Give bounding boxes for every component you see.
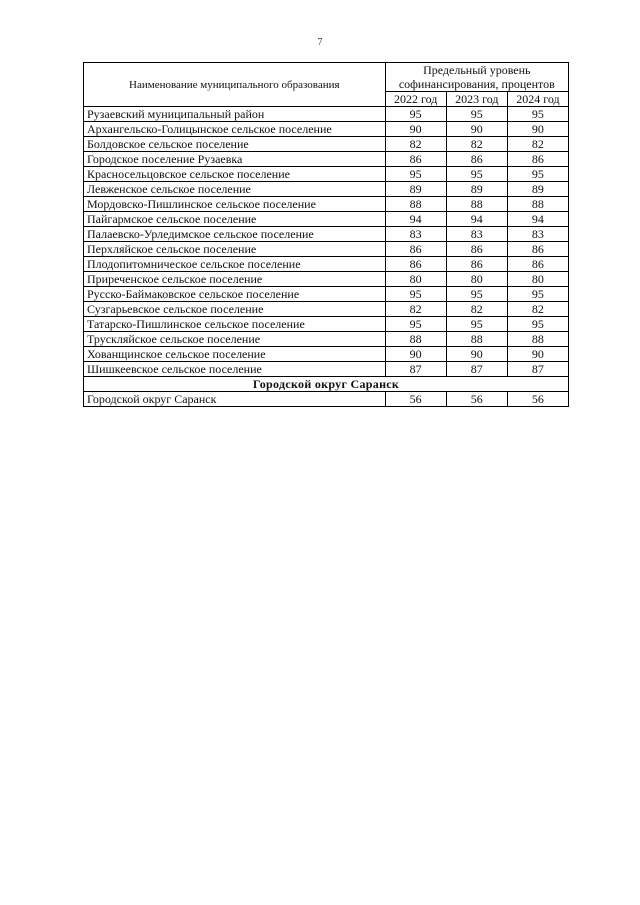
table-row bbox=[84, 302, 569, 317]
table-row bbox=[84, 317, 569, 332]
value-2024-cell: 88 bbox=[507, 197, 568, 212]
table-row bbox=[84, 152, 569, 167]
value-2023-cell: 95 bbox=[446, 107, 507, 122]
value-2023-cell: 95 bbox=[446, 317, 507, 332]
value-2023-cell: 86 bbox=[446, 152, 507, 167]
value-2022-cell: 82 bbox=[385, 137, 446, 152]
value-2024-cell: 90 bbox=[507, 347, 568, 362]
value-2022-cell: 82 bbox=[385, 302, 446, 317]
municipality-name-cell: Левженское сельское поселение bbox=[84, 182, 386, 197]
value-2023-cell: 82 bbox=[446, 302, 507, 317]
municipality-name-cell: Плодопитомническое сельское поселение bbox=[84, 257, 386, 272]
value-2022-cell: 90 bbox=[385, 347, 446, 362]
value-2023-cell: 88 bbox=[446, 197, 507, 212]
page-number: 7 bbox=[317, 37, 323, 48]
value-2024-cell: 56 bbox=[507, 392, 568, 407]
municipality-name-cell: Перхляйское сельское поселение bbox=[84, 242, 386, 257]
value-2024-cell: 90 bbox=[507, 122, 568, 137]
table-row bbox=[84, 332, 569, 347]
municipality-name-cell: Приреченское сельское поселение bbox=[84, 272, 386, 287]
municipality-name-cell: Красносельцовское сельское поселение bbox=[84, 167, 386, 182]
municipality-name-cell: Татарско-Пишлинское сельское поселение bbox=[84, 317, 386, 332]
value-2024-cell: 86 bbox=[507, 242, 568, 257]
value-2024-cell: 82 bbox=[507, 137, 568, 152]
table-row bbox=[84, 167, 569, 182]
value-2022-cell: 94 bbox=[385, 212, 446, 227]
value-2024-cell: 86 bbox=[507, 257, 568, 272]
municipality-name-cell: Пайгармское сельское поселение bbox=[84, 212, 386, 227]
table-row bbox=[84, 212, 569, 227]
section-header-row bbox=[84, 377, 569, 392]
value-2023-cell: 87 bbox=[446, 362, 507, 377]
table-row bbox=[84, 272, 569, 287]
table-row bbox=[84, 182, 569, 197]
table-row bbox=[84, 287, 569, 302]
value-2023-cell: 88 bbox=[446, 332, 507, 347]
table-row bbox=[84, 392, 569, 407]
municipality-name-cell: Хованщинское сельское поселение bbox=[84, 347, 386, 362]
value-2022-cell: 90 bbox=[385, 122, 446, 137]
municipality-name-cell: Городской округ Саранск bbox=[84, 392, 386, 407]
value-2024-cell: 95 bbox=[507, 107, 568, 122]
value-2024-cell: 94 bbox=[507, 212, 568, 227]
table-row bbox=[84, 227, 569, 242]
value-2023-cell: 80 bbox=[446, 272, 507, 287]
value-2022-cell: 56 bbox=[385, 392, 446, 407]
value-2024-cell: 87 bbox=[507, 362, 568, 377]
value-2023-cell: 90 bbox=[446, 122, 507, 137]
value-2022-cell: 95 bbox=[385, 107, 446, 122]
value-2024-cell: 86 bbox=[507, 152, 568, 167]
section-title: Городской округ Саранск bbox=[84, 377, 569, 392]
value-2022-cell: 86 bbox=[385, 257, 446, 272]
value-2022-cell: 86 bbox=[385, 242, 446, 257]
header-cofinancing-limit: Предельный уровень софинансирования, процентов bbox=[385, 63, 568, 92]
value-2022-cell: 88 bbox=[385, 197, 446, 212]
value-2023-cell: 56 bbox=[446, 392, 507, 407]
value-2024-cell: 82 bbox=[507, 302, 568, 317]
value-2023-cell: 90 bbox=[446, 347, 507, 362]
value-2024-cell: 83 bbox=[507, 227, 568, 242]
value-2022-cell: 95 bbox=[385, 167, 446, 182]
value-2023-cell: 95 bbox=[446, 167, 507, 182]
municipality-name-cell: Сузгарьевское сельское поселение bbox=[84, 302, 386, 317]
table-row bbox=[84, 107, 569, 122]
table-row bbox=[84, 362, 569, 377]
header-year-2022: 2022 год bbox=[385, 92, 446, 107]
value-2024-cell: 80 bbox=[507, 272, 568, 287]
table-body bbox=[84, 107, 569, 377]
table-row bbox=[84, 137, 569, 152]
value-2022-cell: 89 bbox=[385, 182, 446, 197]
value-2022-cell: 95 bbox=[385, 287, 446, 302]
table-header-row bbox=[84, 63, 569, 92]
cofinancing-table bbox=[83, 62, 569, 407]
value-2022-cell: 95 bbox=[385, 317, 446, 332]
value-2022-cell: 87 bbox=[385, 362, 446, 377]
table-row bbox=[84, 242, 569, 257]
value-2022-cell: 83 bbox=[385, 227, 446, 242]
municipality-name-cell: Палаевско-Урледимское сельское поселение bbox=[84, 227, 386, 242]
municipality-name-cell: Архангельско-Голицынское сельское поселение bbox=[84, 122, 386, 137]
table-row bbox=[84, 347, 569, 362]
value-2022-cell: 88 bbox=[385, 332, 446, 347]
value-2023-cell: 95 bbox=[446, 287, 507, 302]
header-year-2023: 2023 год bbox=[446, 92, 507, 107]
value-2024-cell: 89 bbox=[507, 182, 568, 197]
value-2023-cell: 82 bbox=[446, 137, 507, 152]
value-2024-cell: 88 bbox=[507, 332, 568, 347]
municipality-name-cell: Мордовско-Пишлинское сельское поселение bbox=[84, 197, 386, 212]
table-row bbox=[84, 197, 569, 212]
municipality-name-cell: Болдовское сельское поселение bbox=[84, 137, 386, 152]
value-2023-cell: 83 bbox=[446, 227, 507, 242]
value-2023-cell: 94 bbox=[446, 212, 507, 227]
value-2024-cell: 95 bbox=[507, 317, 568, 332]
municipality-name-cell: Рузаевский муниципальный район bbox=[84, 107, 386, 122]
value-2024-cell: 95 bbox=[507, 287, 568, 302]
table-row bbox=[84, 257, 569, 272]
header-municipality-name: Наименование муниципального образования bbox=[84, 63, 386, 107]
value-2023-cell: 89 bbox=[446, 182, 507, 197]
municipality-name-cell: Русско-Баймаковское сельское поселение bbox=[84, 287, 386, 302]
municipality-name-cell: Шишкеевское сельское поселение bbox=[84, 362, 386, 377]
value-2022-cell: 80 bbox=[385, 272, 446, 287]
value-2024-cell: 95 bbox=[507, 167, 568, 182]
value-2022-cell: 86 bbox=[385, 152, 446, 167]
municipality-name-cell: Трускляйское сельское поселение bbox=[84, 332, 386, 347]
municipality-name-cell: Городское поселение Рузаевка bbox=[84, 152, 386, 167]
table-row bbox=[84, 122, 569, 137]
section-body bbox=[84, 377, 569, 407]
value-2023-cell: 86 bbox=[446, 257, 507, 272]
header-year-2024: 2024 год bbox=[507, 92, 568, 107]
value-2023-cell: 86 bbox=[446, 242, 507, 257]
